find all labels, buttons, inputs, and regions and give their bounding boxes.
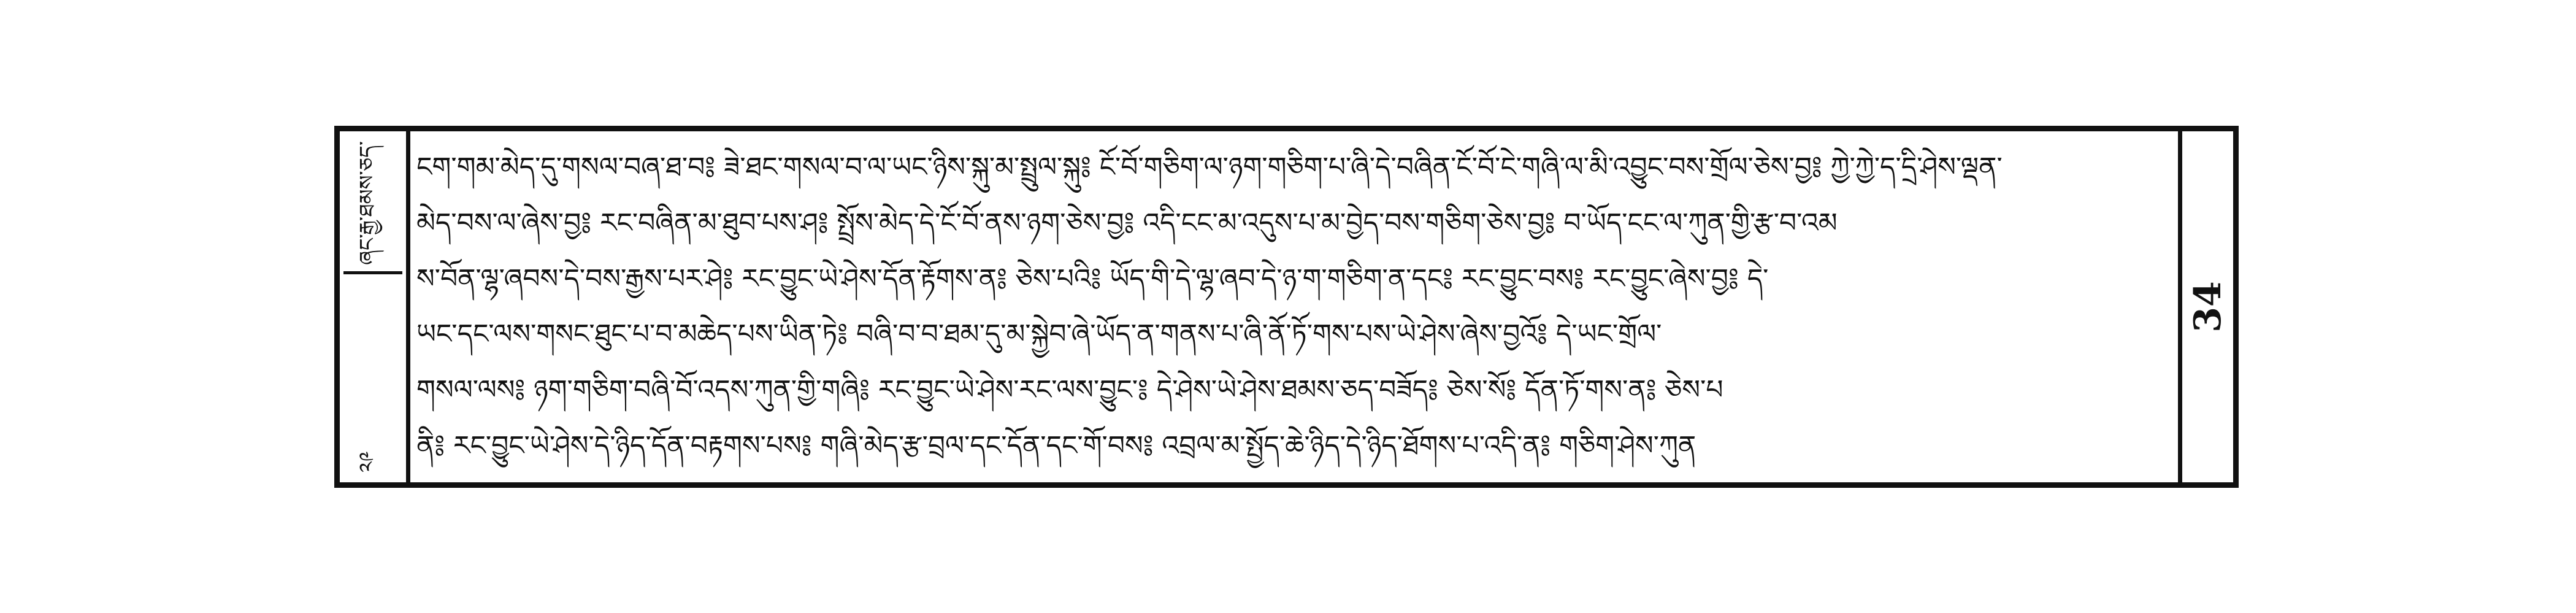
text-line-5: གསལ་ལས༔ ཉག་གཅིག་བཞི་བོ་འདས་ཀུན་གྱི་གཞི༔ རང་བྱུང་ཡེ་ཤེས་རང་ལས་བྱུང་༔ དེ་ཤེས་ཡེ་ཤེས་ཐམས་ཅད་བཟོད༔ ཅེས་སོ༔ དོན་ཏོ་གས་ན༔ ཅེས་པ (416, 374, 1723, 406)
text-line-3: ས་བོན་ལྷ་ཞབས་དེ་བས་རྒྱས་པར་ཤེ༔ རང་བྱུང་ཡེ་ཤེས་དོན་རྟོགས་ན༔ ཅེས་པའི༔ ཡོད་གི་དེ་ལྷ་ཞབ་དེ་ཉ་ག་གཅིག་ན་དང༔ རང་བྱུང་བས༔ རང་བྱུང་ཞེས་བྱ༔ དེ་ (416, 263, 1769, 295)
text-block (416, 141, 2173, 472)
folio-frame (334, 126, 2239, 488)
text-line-2: མེད་བས་ལ་ཞེས་བྱ༔ རང་བཞིན་མ་ཐུབ་པས་ཤ༔ སྤྲོས་མེད་དེ་ངོ་བོ་ནས་ཉག་ཅེས་བྱ༔ འདི་ངང་མ་འདུས་པ་མ་བྱེད་བས་གཅིག་ཅེས་བྱ༔ བ་ཡོད་ངང་ལ་ཀུན་གྱི་རྩ་བ་འམ (416, 207, 1838, 239)
text-line-6: ནི༔ རང་བྱུང་ཡེ་ཤེས་དེ་ཉིད་དོན་བརྟགས་པས༔ གཞི་མེད་རྩ་བྲལ་དང་དོན་དང་གོ་བས༔ འབྲལ་མ་སྤྱོད་ཆེ་ཉིད་དེ་ཉིད་ཐོགས་པ་འདི་ན༔ གཅིག་ཤེས་ཀུན (416, 430, 1696, 461)
left-page-number: ༢༩ (355, 451, 380, 472)
text-line-4: ཡང་དང་ལས་གསང་ཐུང་པ་བ་མཆེད་པས་ཡིན་ཏེ༔ བཞི་བ་བ་ཐམ་དུ་མ་སྐྱེབ་ཞེ་ཡོད་ན་གནས་པ་ཞི་ནོ་ཏོ་གས་པས་ཡེ་ཤེས་ཞེས་བྱའོ༔ དེ་ཡང་གྲོལ་ (416, 318, 1662, 350)
folio-number: 34 (2186, 281, 2229, 333)
text-line-1: ངག་གམ་མེད་དུ་གསལ་བཞ་ཐ་བ༔ ཟེ་ཐང་གསལ་བ་ལ་ཡང་ཉིས་སྐུ་མ་སྤྲུལ་སྐུ༔ ངོ་བོ་གཅིག་ལ་ཉག་གཅིག་པ་ཞི་དེ་བཞིན་ངོ་བོ་ངེ་གཞི་ལ་མི་འབྱུང་བས་གྲོལ་ཅེས་བྱ༔ ཀྱེ་ཀྱེ་ད་དྲི་ཤེས་ལྡན་ (416, 152, 2003, 183)
left-margin (340, 131, 410, 482)
right-margin (2178, 131, 2233, 482)
margin-title: ཞང་རྒྱ་ཐམས་ཅད་ (343, 141, 402, 274)
